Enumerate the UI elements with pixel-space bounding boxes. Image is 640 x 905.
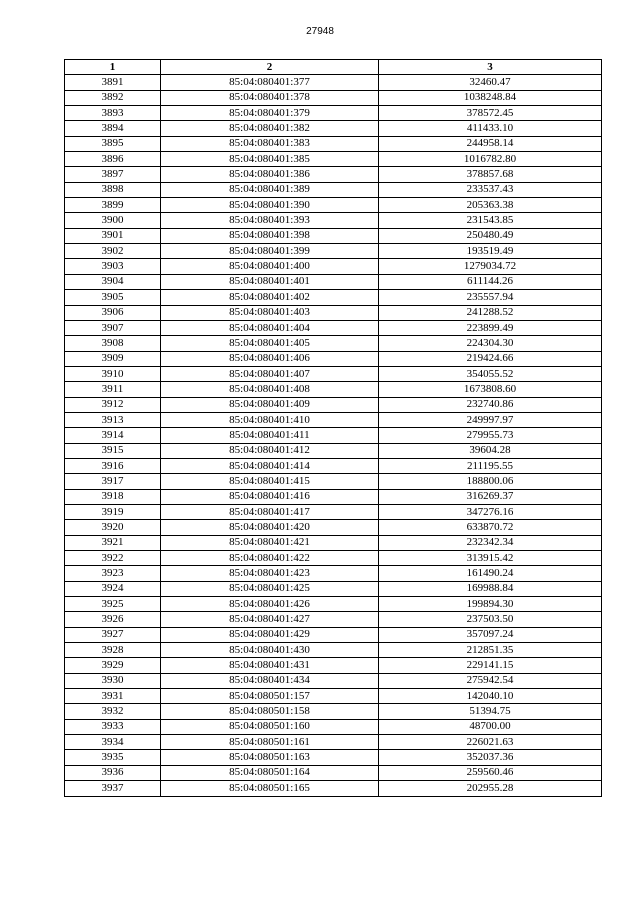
value-cell: 188800.06 [379, 474, 602, 489]
row-number-cell: 3930 [65, 673, 161, 688]
table-row [65, 106, 602, 121]
value-cell: 39604.28 [379, 443, 602, 458]
value-cell: 1279034.72 [379, 259, 602, 274]
row-number-cell: 3898 [65, 182, 161, 197]
row-number-cell: 3916 [65, 458, 161, 473]
value-cell: 378857.68 [379, 167, 602, 182]
value-cell: 357097.24 [379, 627, 602, 642]
table-row [65, 489, 602, 504]
row-number-cell: 3920 [65, 520, 161, 535]
value-cell: 219424.66 [379, 351, 602, 366]
row-number-cell: 3892 [65, 90, 161, 105]
row-number-cell: 3913 [65, 412, 161, 427]
row-number-cell: 3906 [65, 305, 161, 320]
cadastral-number-cell: 85:04:080401:415 [161, 474, 379, 489]
cadastral-number-cell: 85:04:080501:157 [161, 689, 379, 704]
table-row [65, 244, 602, 259]
value-cell: 211195.55 [379, 458, 602, 473]
row-number-cell: 3936 [65, 765, 161, 780]
row-number-cell: 3934 [65, 735, 161, 750]
value-cell: 193519.49 [379, 244, 602, 259]
row-number-cell: 3903 [65, 259, 161, 274]
value-cell: 411433.10 [379, 121, 602, 136]
cadastral-number-cell: 85:04:080401:400 [161, 259, 379, 274]
table-row [65, 520, 602, 535]
cadastral-number-cell: 85:04:080401:407 [161, 366, 379, 381]
table-row [65, 765, 602, 780]
value-cell: 48700.00 [379, 719, 602, 734]
row-number-cell: 3900 [65, 213, 161, 228]
value-cell: 223899.49 [379, 320, 602, 335]
row-number-cell: 3922 [65, 551, 161, 566]
table-row [65, 443, 602, 458]
table-row [65, 351, 602, 366]
table-row [65, 213, 602, 228]
cadastral-number-cell: 85:04:080401:412 [161, 443, 379, 458]
cadastral-number-cell: 85:04:080401:393 [161, 213, 379, 228]
row-number-cell: 3908 [65, 336, 161, 351]
table-row [65, 627, 602, 642]
row-number-cell: 3932 [65, 704, 161, 719]
table-row [65, 781, 602, 796]
table-row [65, 336, 602, 351]
row-number-cell: 3905 [65, 290, 161, 305]
row-number-cell: 3918 [65, 489, 161, 504]
row-number-cell: 3935 [65, 750, 161, 765]
value-cell: 241288.52 [379, 305, 602, 320]
table-row [65, 750, 602, 765]
data-table [64, 59, 602, 797]
table-row [65, 673, 602, 688]
cadastral-number-cell: 85:04:080401:390 [161, 198, 379, 213]
cadastral-number-cell: 85:04:080401:403 [161, 305, 379, 320]
row-number-cell: 3926 [65, 612, 161, 627]
table-row [65, 428, 602, 443]
value-cell: 378572.45 [379, 106, 602, 121]
value-cell: 259560.46 [379, 765, 602, 780]
table-header [65, 60, 602, 75]
cadastral-number-cell: 85:04:080401:383 [161, 136, 379, 151]
header-row [65, 60, 602, 75]
value-cell: 231543.85 [379, 213, 602, 228]
value-cell: 233537.43 [379, 182, 602, 197]
row-number-cell: 3929 [65, 658, 161, 673]
value-cell: 354055.52 [379, 366, 602, 381]
value-cell: 352037.36 [379, 750, 602, 765]
table-row [65, 90, 602, 105]
value-cell: 212851.35 [379, 643, 602, 658]
cadastral-number-cell: 85:04:080401:405 [161, 336, 379, 351]
value-cell: 169988.84 [379, 581, 602, 596]
table-row [65, 412, 602, 427]
column-header-3: 3 [379, 60, 602, 75]
value-cell: 232740.86 [379, 397, 602, 412]
table-row [65, 366, 602, 381]
table-row [65, 704, 602, 719]
cadastral-number-cell: 85:04:080501:160 [161, 719, 379, 734]
row-number-cell: 3915 [65, 443, 161, 458]
row-number-cell: 3902 [65, 244, 161, 259]
table-row [65, 643, 602, 658]
table-row [65, 259, 602, 274]
cadastral-number-cell: 85:04:080401:402 [161, 290, 379, 305]
table-row [65, 182, 602, 197]
table-body [65, 75, 602, 796]
table-row [65, 581, 602, 596]
value-cell: 1038248.84 [379, 90, 602, 105]
table-row [65, 658, 602, 673]
row-number-cell: 3895 [65, 136, 161, 151]
value-cell: 202955.28 [379, 781, 602, 796]
table-row [65, 305, 602, 320]
table-row [65, 566, 602, 581]
row-number-cell: 3901 [65, 228, 161, 243]
cadastral-number-cell: 85:04:080401:410 [161, 412, 379, 427]
value-cell: 249997.97 [379, 412, 602, 427]
table-row [65, 474, 602, 489]
row-number-cell: 3921 [65, 535, 161, 550]
cadastral-number-cell: 85:04:080401:429 [161, 627, 379, 642]
row-number-cell: 3894 [65, 121, 161, 136]
value-cell: 142040.10 [379, 689, 602, 704]
column-header-1: 1 [65, 60, 161, 75]
cadastral-number-cell: 85:04:080501:164 [161, 765, 379, 780]
cadastral-number-cell: 85:04:080401:425 [161, 581, 379, 596]
cadastral-number-cell: 85:04:080401:378 [161, 90, 379, 105]
table-row [65, 397, 602, 412]
value-cell: 1673808.60 [379, 382, 602, 397]
cadastral-number-cell: 85:04:080401:431 [161, 658, 379, 673]
table-row [65, 504, 602, 519]
value-cell: 161490.24 [379, 566, 602, 581]
table-row [65, 612, 602, 627]
row-number-cell: 3899 [65, 198, 161, 213]
row-number-cell: 3910 [65, 366, 161, 381]
value-cell: 611144.26 [379, 274, 602, 289]
value-cell: 279955.73 [379, 428, 602, 443]
row-number-cell: 3914 [65, 428, 161, 443]
cadastral-number-cell: 85:04:080401:399 [161, 244, 379, 259]
cadastral-number-cell: 85:04:080401:409 [161, 397, 379, 412]
table-row [65, 228, 602, 243]
row-number-cell: 3896 [65, 152, 161, 167]
value-cell: 235557.94 [379, 290, 602, 305]
cadastral-number-cell: 85:04:080401:382 [161, 121, 379, 136]
table-row [65, 735, 602, 750]
table-row [65, 535, 602, 550]
cadastral-number-cell: 85:04:080401:411 [161, 428, 379, 443]
value-cell: 226021.63 [379, 735, 602, 750]
value-cell: 250480.49 [379, 228, 602, 243]
row-number-cell: 3917 [65, 474, 161, 489]
value-cell: 244958.14 [379, 136, 602, 151]
row-number-cell: 3925 [65, 597, 161, 612]
cadastral-number-cell: 85:04:080401:427 [161, 612, 379, 627]
cadastral-number-cell: 85:04:080401:422 [161, 551, 379, 566]
cadastral-number-cell: 85:04:080501:161 [161, 735, 379, 750]
cadastral-number-cell: 85:04:080401:421 [161, 535, 379, 550]
cadastral-number-cell: 85:04:080401:385 [161, 152, 379, 167]
table-row [65, 121, 602, 136]
cadastral-number-cell: 85:04:080401:406 [161, 351, 379, 366]
row-number-cell: 3909 [65, 351, 161, 366]
table-row [65, 551, 602, 566]
cadastral-number-cell: 85:04:080401:404 [161, 320, 379, 335]
row-number-cell: 3919 [65, 504, 161, 519]
cadastral-number-cell: 85:04:080401:423 [161, 566, 379, 581]
table-row [65, 274, 602, 289]
row-number-cell: 3907 [65, 320, 161, 335]
row-number-cell: 3891 [65, 75, 161, 90]
value-cell: 275942.54 [379, 673, 602, 688]
row-number-cell: 3893 [65, 106, 161, 121]
table-row [65, 458, 602, 473]
value-cell: 1016782.80 [379, 152, 602, 167]
value-cell: 316269.37 [379, 489, 602, 504]
row-number-cell: 3897 [65, 167, 161, 182]
table-row [65, 597, 602, 612]
page-number: 27948 [306, 26, 334, 37]
cadastral-number-cell: 85:04:080401:386 [161, 167, 379, 182]
cadastral-number-cell: 85:04:080401:408 [161, 382, 379, 397]
cadastral-number-cell: 85:04:080401:426 [161, 597, 379, 612]
value-cell: 313915.42 [379, 551, 602, 566]
value-cell: 199894.30 [379, 597, 602, 612]
row-number-cell: 3928 [65, 643, 161, 658]
value-cell: 32460.47 [379, 75, 602, 90]
column-header-2: 2 [161, 60, 379, 75]
value-cell: 229141.15 [379, 658, 602, 673]
cadastral-number-cell: 85:04:080401:398 [161, 228, 379, 243]
value-cell: 347276.16 [379, 504, 602, 519]
cadastral-number-cell: 85:04:080401:401 [161, 274, 379, 289]
row-number-cell: 3933 [65, 719, 161, 734]
row-number-cell: 3927 [65, 627, 161, 642]
cadastral-number-cell: 85:04:080401:430 [161, 643, 379, 658]
row-number-cell: 3937 [65, 781, 161, 796]
row-number-cell: 3911 [65, 382, 161, 397]
table-row [65, 719, 602, 734]
cadastral-number-cell: 85:04:080401:416 [161, 489, 379, 504]
cadastral-number-cell: 85:04:080401:377 [161, 75, 379, 90]
value-cell: 205363.38 [379, 198, 602, 213]
table-row [65, 198, 602, 213]
value-cell: 237503.50 [379, 612, 602, 627]
table-row [65, 152, 602, 167]
value-cell: 232342.34 [379, 535, 602, 550]
cadastral-number-cell: 85:04:080401:414 [161, 458, 379, 473]
value-cell: 224304.30 [379, 336, 602, 351]
table-row [65, 382, 602, 397]
value-cell: 633870.72 [379, 520, 602, 535]
cadastral-number-cell: 85:04:080401:434 [161, 673, 379, 688]
row-number-cell: 3904 [65, 274, 161, 289]
table-row [65, 167, 602, 182]
table-row [65, 75, 602, 90]
table-row [65, 290, 602, 305]
table-row [65, 689, 602, 704]
cadastral-number-cell: 85:04:080401:379 [161, 106, 379, 121]
cadastral-number-cell: 85:04:080401:420 [161, 520, 379, 535]
row-number-cell: 3931 [65, 689, 161, 704]
cadastral-number-cell: 85:04:080501:165 [161, 781, 379, 796]
row-number-cell: 3912 [65, 397, 161, 412]
value-cell: 51394.75 [379, 704, 602, 719]
cadastral-number-cell: 85:04:080501:158 [161, 704, 379, 719]
cadastral-number-cell: 85:04:080501:163 [161, 750, 379, 765]
row-number-cell: 3924 [65, 581, 161, 596]
cadastral-number-cell: 85:04:080401:389 [161, 182, 379, 197]
table-row [65, 136, 602, 151]
row-number-cell: 3923 [65, 566, 161, 581]
table-row [65, 320, 602, 335]
cadastral-number-cell: 85:04:080401:417 [161, 504, 379, 519]
